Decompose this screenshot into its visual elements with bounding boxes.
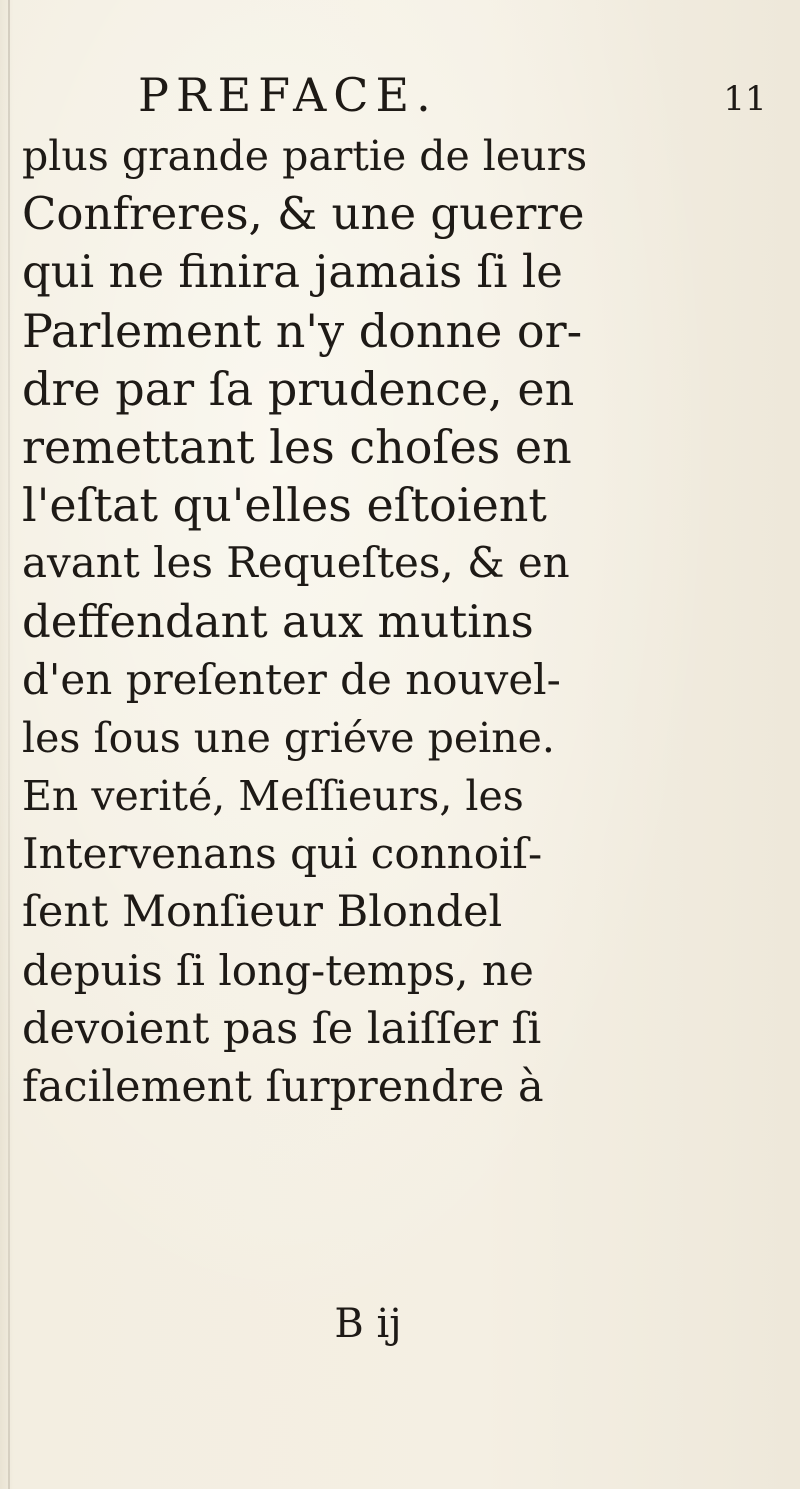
text-line: plus grande partie de leurs — [22, 132, 588, 180]
text-line: remettant les choſes en — [22, 419, 572, 474]
text-line: devoient pas ſe laiſſer ſi — [22, 1003, 542, 1054]
text-line: Parlement n'y donne or- — [22, 303, 583, 358]
text-line: facilement ſurprendre à — [22, 1062, 544, 1112]
text-line: d'en preſenter de nouvel- — [22, 654, 561, 704]
text-line: Intervenans qui connoiſ- — [22, 829, 543, 879]
body-text — [22, 127, 787, 1116]
page-number: 11 — [723, 79, 767, 119]
text-line: Confreres, & une guerre — [22, 187, 585, 241]
text-line: qui ne finira jamais ſi le — [22, 245, 563, 299]
text-line: depuis ſi long-temps, ne — [22, 945, 534, 995]
signature-mark: B ij — [334, 1301, 402, 1347]
text-line: avant les Requeſtes, & en — [22, 538, 570, 588]
page-gutter-shadow — [8, 0, 10, 1489]
text-line: dre par ſa prudence, en — [22, 361, 575, 416]
text-line: deffendant aux mutins — [22, 594, 534, 648]
text-line: ſent Monſieur Blondel — [22, 887, 503, 938]
text-line: En verité, Meſſieurs, les — [22, 772, 524, 821]
text-line: les ſous une griéve peine. — [22, 713, 555, 762]
text-line: l'eſtat qu'elles eſtoient — [22, 478, 547, 533]
running-title: PREFACE. — [138, 68, 438, 122]
